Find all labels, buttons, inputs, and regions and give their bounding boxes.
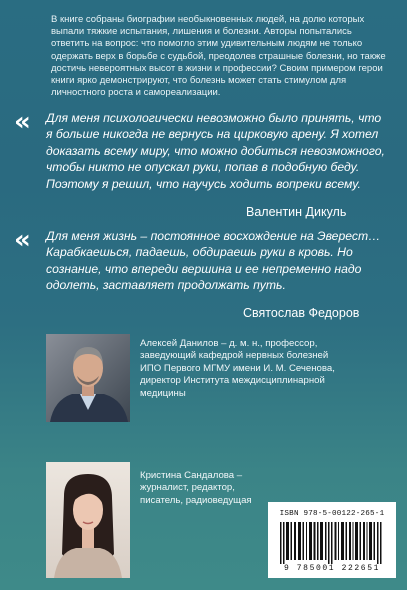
isbn-barcode-box bbox=[268, 502, 396, 578]
quote-mark-icon: « bbox=[14, 107, 31, 137]
quote-author-fedorov: Святослав Федоров bbox=[243, 306, 360, 320]
author-photo-danilov bbox=[46, 334, 130, 422]
author-bio-danilov: Алексей Данилов – д. м. н., профессор, заведующий кафедрой нервных болезней ИПО Первого МГМУ имени И. М. Сеченова, директор Института междисциплинарной медицины bbox=[140, 338, 335, 399]
intro-paragraph: В книге собраны биографии необыкновенных людей, на долю которых выпали тяжкие испытания, лишения и болезни. Авторы попытались ответить на вопрос: что помогло этим удивительным людям не только одержать верх в борьбе с судьбой, преодолев страшные болезни, но также достичь невероятных высот в жизни и профессии? Своим примером герои книги ярко демонстрируют, что болезнь может стать стимулом для личностного роста и самореализации. bbox=[51, 14, 386, 99]
quote-mark-icon: « bbox=[14, 225, 31, 255]
quote-author-dikul: Валентин Дикуль bbox=[246, 205, 347, 219]
isbn-text: ISBN 978-5-00122-265-1 bbox=[279, 510, 385, 518]
quote-fedorov: Для меня жизнь – постоянное восхождение на Эверест… Карабкаешься, падаешь, обдираешь руки в кровь. Но сознание, что впереди вершина и ее непременно надо одолеть, заставляет продолжать путь. bbox=[46, 229, 381, 293]
barcode-digits: 9 785001 222651 bbox=[283, 564, 380, 573]
author-bio-sandalova: Кристина Сандалова – журналист, редактор, писатель, радиоведущая bbox=[140, 470, 252, 506]
quote-dikul: Для меня психологически невозможно было принять, что я больше никогда не вернусь на цирковую арену. Я хотел доказать всему миру, что можно добиться невозможного, чтобы никто не опускал руки, попав в подобную беду. Поэтому я решил, что научусь ходить вопреки всему. bbox=[46, 111, 385, 191]
barcode-icon bbox=[280, 522, 384, 564]
author-photo-sandalova bbox=[46, 462, 130, 578]
